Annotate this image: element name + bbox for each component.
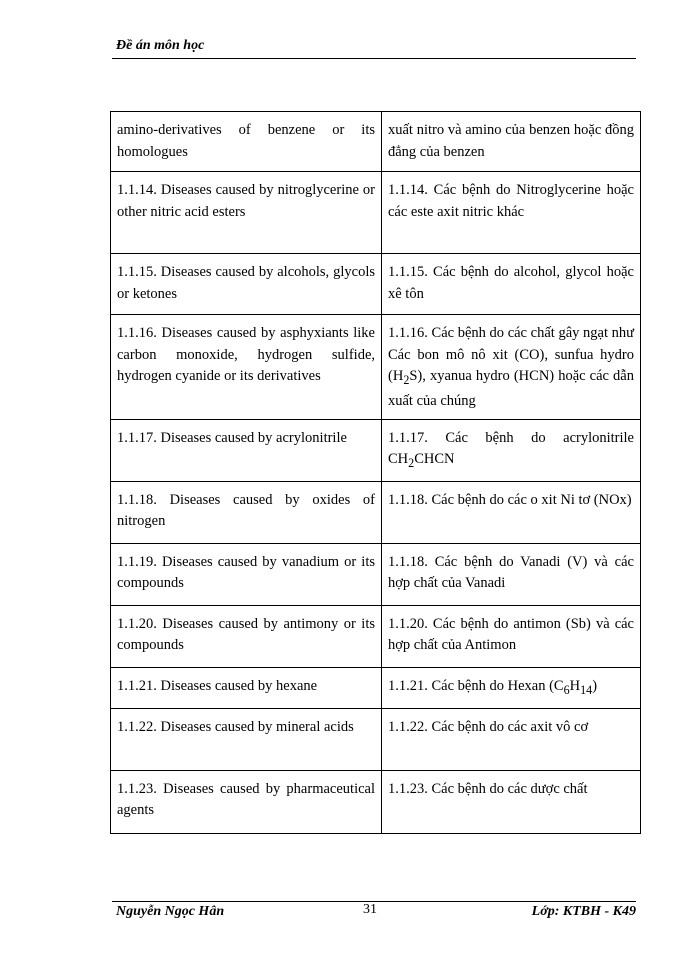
- vietnamese-cell: 1.1.15. Các bệnh do alcohol, glycol hoặc xê tôn: [382, 254, 641, 315]
- table-row: [111, 543, 641, 605]
- table-row: [111, 708, 641, 770]
- cell-text: H: [569, 677, 581, 694]
- table-row: [111, 605, 641, 667]
- translation-table: [110, 111, 641, 834]
- cell-text: S), xyanua hydro (HCN) hoặc các dẫn xuất của chúng: [388, 368, 634, 410]
- table-row: [111, 315, 641, 420]
- cell-text: 1.1.21. Các bệnh do Hexan (C: [388, 677, 564, 694]
- vietnamese-cell: [382, 667, 641, 708]
- page-number: 31: [363, 902, 377, 917]
- english-cell: 1.1.17. Diseases caused by acrylonitrile: [111, 419, 382, 481]
- cell-text: 1.1.16. Các bệnh do các chất gây ngạt như Các bon mô nô xit (CO), sunfua hydro (H: [388, 325, 634, 384]
- english-cell: 1.1.14. Diseases caused by nitroglycerine or other nitric acid esters: [111, 172, 382, 254]
- english-cell: amino-derivatives of benzene or its homologues: [111, 112, 382, 172]
- subscript: 14: [580, 682, 593, 697]
- vietnamese-cell: 1.1.23. Các bệnh do các dược chất: [382, 770, 641, 833]
- cell-text: CHCN: [414, 451, 455, 468]
- vietnamese-cell: [382, 315, 641, 420]
- table-row: [111, 770, 641, 833]
- header-rule: [112, 58, 636, 59]
- english-cell: 1.1.20. Diseases caused by antimony or its compounds: [111, 605, 382, 667]
- english-cell: 1.1.18. Diseases caused by oxides of nitrogen: [111, 481, 382, 543]
- cell-text: CH: [388, 451, 409, 468]
- vietnamese-cell: 1.1.20. Các bệnh do antimon (Sb) và các hợp chất của Antimon: [382, 605, 641, 667]
- vietnamese-cell: 1.1.18. Các bệnh do các o xit Ni tơ (NOx): [382, 481, 641, 543]
- subscript: 2: [403, 372, 410, 387]
- vietnamese-cell: [382, 419, 641, 481]
- header-title: Đề án môn học: [116, 38, 205, 53]
- table-row: [111, 419, 641, 481]
- table-row: [111, 481, 641, 543]
- english-cell: 1.1.16. Diseases caused by asphyxiants like carbon monoxide, hydrogen sulfide, hydrogen cyanide or its derivatives: [111, 315, 382, 420]
- english-cell: 1.1.22. Diseases caused by mineral acids: [111, 708, 382, 770]
- footer-author: Nguyễn Ngọc Hân: [116, 904, 225, 919]
- english-cell: 1.1.23. Diseases caused by pharmaceutical agents: [111, 770, 382, 833]
- table-row: [111, 112, 641, 172]
- vietnamese-cell: xuất nitro và amino của benzen hoặc đồng đẳng của benzen: [382, 112, 641, 172]
- vietnamese-cell: 1.1.18. Các bệnh do Vanadi (V) và các hợp chất của Vanadi: [382, 543, 641, 605]
- cell-text: 1.1.17. Các bệnh do acrylonitrile: [388, 429, 634, 446]
- table-row: [111, 254, 641, 315]
- subscript: 6: [563, 682, 570, 697]
- table-row: [111, 172, 641, 254]
- footer-class: Lớp: KTBH - K49: [531, 904, 636, 919]
- english-cell: 1.1.19. Diseases caused by vanadium or its compounds: [111, 543, 382, 605]
- vietnamese-cell: 1.1.22. Các bệnh do các axit vô cơ: [382, 708, 641, 770]
- vietnamese-cell: 1.1.14. Các bệnh do Nitroglycerine hoặc các este axit nitric khác: [382, 172, 641, 254]
- english-cell: 1.1.21. Diseases caused by hexane: [111, 667, 382, 708]
- cell-text: ): [592, 677, 598, 694]
- english-cell: 1.1.15. Diseases caused by alcohols, glycols or ketones: [111, 254, 382, 315]
- subscript: 2: [408, 456, 415, 471]
- table-row: [111, 667, 641, 708]
